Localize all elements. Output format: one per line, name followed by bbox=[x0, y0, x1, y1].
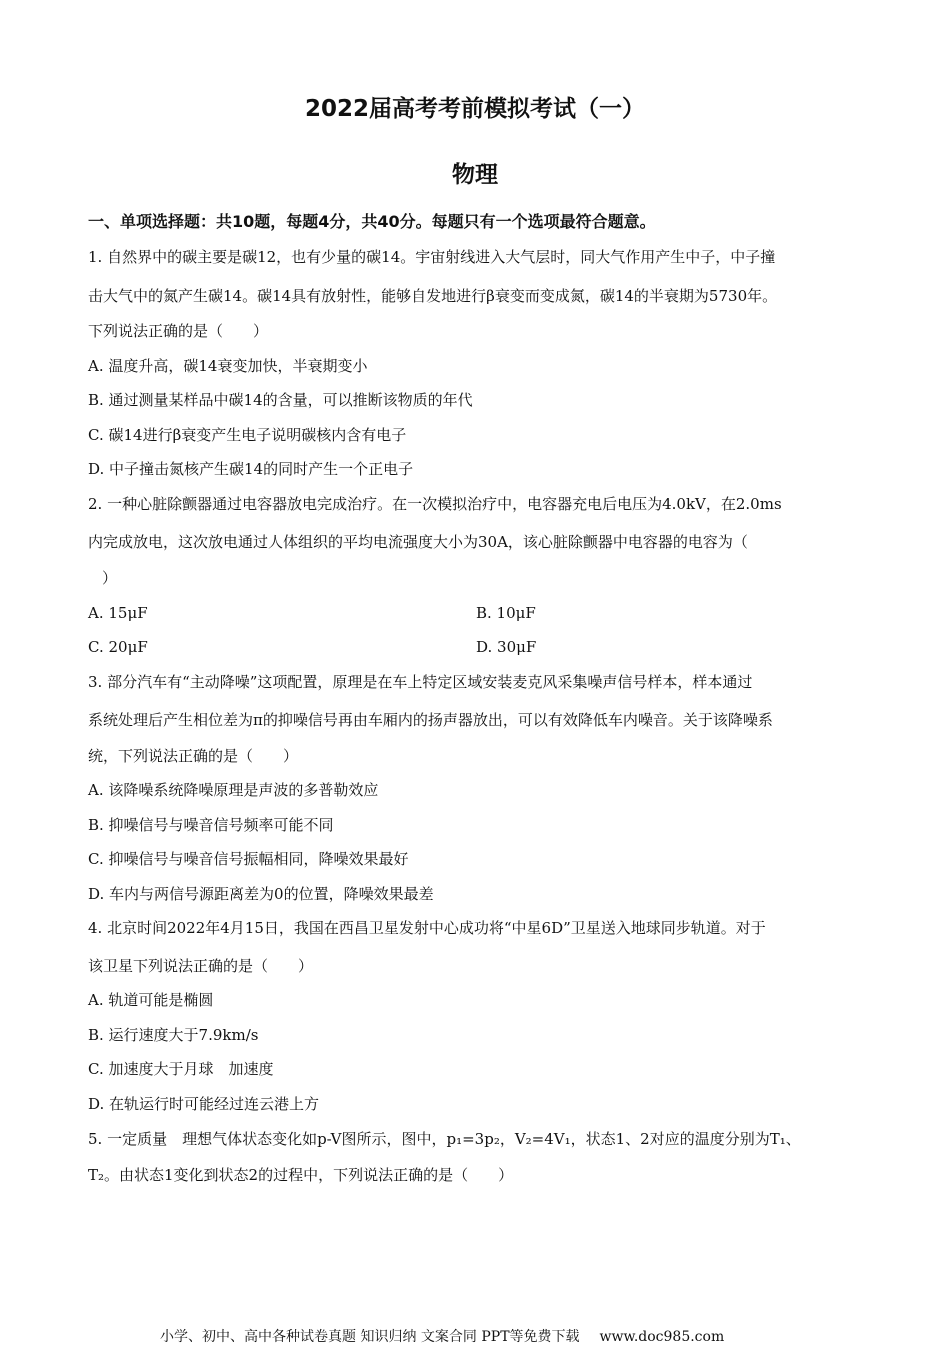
q2-stem-line3: ） bbox=[102, 569, 118, 587]
q2-stem-line1: 2. 一种心脏除颤器通过电容器放电完成治疗。在一次模拟治疗中，电容器充电后电压为4.0kV，在2.0ms bbox=[88, 495, 782, 513]
page-title: 2022届高考考前模拟考试（一） bbox=[304, 96, 645, 122]
q2-option-b: B. 10μF bbox=[476, 604, 536, 622]
q1-option-b: B. 通过测量某样品中碳14的含量，可以推断该物质的年代 bbox=[88, 391, 473, 409]
q3-option-a: A. 该降噪系统降噪原理是声波的多普勒效应 bbox=[88, 781, 379, 799]
q2-option-a: A. 15μF bbox=[88, 604, 148, 622]
q3-option-d: D. 车内与两信号源距离差为0的位置，降噪效果最差 bbox=[88, 885, 434, 903]
q5-stem-line1: 5. 一定质量 理想气体状态变化如p-V图所示，图中，p₁=3p₂，V₂=4V₁，状态1、2对应的温度分别为T₁、 bbox=[88, 1130, 801, 1148]
q3-stem-line1: 3. 部分汽车有“主动降噪”这项配置，原理是在车上特定区域安装麦克风采集噪声信号样本，样本通过 bbox=[88, 673, 753, 691]
q4-option-b: B. 运行速度大于7.9km/s bbox=[88, 1026, 259, 1044]
footer bbox=[160, 1326, 724, 1346]
q5-stem-line2: T₂。由状态1变化到状态2的过程中，下列说法正确的是（ ） bbox=[88, 1166, 514, 1184]
q1-stem-line2: 击大气中的氮产生碳14。碳14具有放射性，能够自发地进行β衰变而变成氮，碳14的半衰期为5730年。 bbox=[88, 287, 778, 305]
q1-stem-line3: 下列说法正确的是（ ） bbox=[88, 322, 269, 340]
q1-stem-line1: 1. 自然界中的碳主要是碳12，也有少量的碳14。宇宙射线进入大气层时，同大气作用产生中子，中子撞 bbox=[88, 248, 776, 266]
q3-option-b: B. 抑噪信号与噪音信号频率可能不同 bbox=[88, 816, 334, 834]
q4-option-a: A. 轨道可能是椭圆 bbox=[88, 991, 214, 1009]
q4-stem-line2: 该卫星下列说法正确的是（ ） bbox=[88, 957, 314, 975]
q3-stem-line2: 系统处理后产生相位差为π的抑噪信号再由车厢内的扬声器放出，可以有效降低车内噪音。关于该降噪系 bbox=[88, 711, 773, 729]
q4-stem-line1: 4. 北京时间2022年4月15日，我国在西昌卫星发射中心成功将“中星6D”卫星送入地球同步轨道。对于 bbox=[88, 919, 766, 937]
q2-option-d: D. 30μF bbox=[476, 638, 537, 656]
q1-option-a: A. 温度升高，碳14衰变加快，半衰期变小 bbox=[88, 357, 368, 375]
footer-text: 小学、初中、高中各种试卷真题 知识归纳 文案合同 PPT等免费下载 bbox=[160, 1329, 580, 1345]
subject-title: 物理 bbox=[452, 162, 498, 188]
q2-stem-line2: 内完成放电，这次放电通过人体组织的平均电流强度大小为30A，该心脏除颤器中电容器的电容为（ bbox=[88, 533, 748, 551]
q3-option-c: C. 抑噪信号与噪音信号振幅相同，降噪效果最好 bbox=[88, 850, 409, 868]
footer-url[interactable]: www.doc985.com bbox=[599, 1329, 725, 1345]
q1-option-c: C. 碳14进行β衰变产生电子说明碳核内含有电子 bbox=[88, 426, 407, 444]
q1-option-d: D. 中子撞击氮核产生碳14的同时产生一个正电子 bbox=[88, 460, 414, 478]
section-heading: 一、单项选择题：共10题，每题4分，共40分。每题只有一个选项最符合题意。 bbox=[88, 212, 656, 231]
q4-option-c: C. 加速度大于月球 加速度 bbox=[88, 1060, 274, 1078]
q2-option-c: C. 20μF bbox=[88, 638, 148, 656]
q3-stem-line3: 统，下列说法正确的是（ ） bbox=[88, 747, 299, 765]
q4-option-d: D. 在轨运行时可能经过连云港上方 bbox=[88, 1095, 320, 1113]
